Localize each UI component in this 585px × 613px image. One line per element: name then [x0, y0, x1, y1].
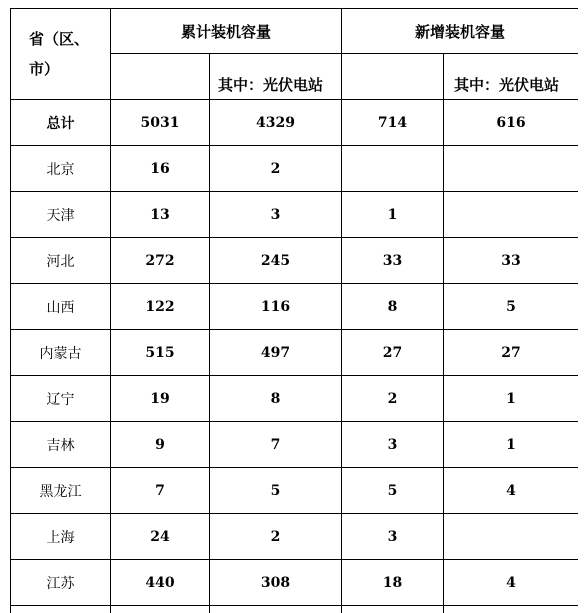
cum-value: 272 [111, 238, 210, 284]
total-label: 总计 [11, 100, 111, 146]
province-name: 上海 [11, 514, 111, 560]
cum-value: 7 [111, 468, 210, 514]
new-pv-value: 33 [444, 238, 578, 284]
new-value: 8 [342, 284, 444, 330]
new-added-pv-header: 其中：光伏电站 [444, 54, 578, 100]
table-row [11, 284, 579, 330]
cumulative-pv-header: 其中：光伏电站 [210, 54, 342, 100]
new-pv-value: 5 [444, 284, 578, 330]
cum-pv-value: 308 [210, 560, 342, 606]
cum-value: 24 [111, 514, 210, 560]
total-row [11, 100, 579, 146]
cum-pv-value: 2 [210, 146, 342, 192]
new-pv-value: 1 [444, 422, 578, 468]
cum-pv-value: 2 [210, 514, 342, 560]
province-name: 河北 [11, 238, 111, 284]
cum-value: 515 [111, 330, 210, 376]
table-row-partial [11, 606, 579, 613]
province-name: 北京 [11, 146, 111, 192]
new-value: 5 [342, 468, 444, 514]
province-name: 江苏 [11, 560, 111, 606]
new-pv-value: 27 [444, 330, 578, 376]
table-row [11, 468, 579, 514]
new-value: 27 [342, 330, 444, 376]
table-row [11, 330, 579, 376]
partial-cell [342, 606, 444, 613]
new-value: 2 [342, 376, 444, 422]
province-name: 内蒙古 [11, 330, 111, 376]
total-new: 714 [342, 100, 444, 146]
cum-pv-value: 7 [210, 422, 342, 468]
new-pv-value: 4 [444, 560, 578, 606]
cum-pv-value: 5 [210, 468, 342, 514]
cum-value: 122 [111, 284, 210, 330]
new-value: 3 [342, 514, 444, 560]
partial-cell [444, 606, 578, 613]
province-name: 天津 [11, 192, 111, 238]
table-row [11, 376, 579, 422]
table-row [11, 146, 579, 192]
table-row [11, 560, 579, 606]
province-name: 黑龙江 [11, 468, 111, 514]
cum-pv-value: 8 [210, 376, 342, 422]
province-name: 山西 [11, 284, 111, 330]
new-added-header: 新增装机容量 [342, 9, 578, 54]
new-added-subheader-blank [342, 54, 444, 100]
region-header-line1: 省（区、 [29, 30, 90, 48]
cum-pv-value: 3 [210, 192, 342, 238]
new-value: 33 [342, 238, 444, 284]
cum-value: 19 [111, 376, 210, 422]
new-pv-value [444, 146, 578, 192]
cum-pv-value: 245 [210, 238, 342, 284]
cumulative-header: 累计装机容量 [111, 9, 342, 54]
province-name: 辽宁 [11, 376, 111, 422]
cum-value: 16 [111, 146, 210, 192]
cumulative-subheader-blank [111, 54, 210, 100]
capacity-table-container [10, 8, 578, 613]
total-cum: 5031 [111, 100, 210, 146]
new-pv-value: 4 [444, 468, 578, 514]
table-row [11, 192, 579, 238]
new-pv-value [444, 192, 578, 238]
partial-cell [111, 606, 210, 613]
region-header [11, 9, 111, 100]
province-name: 吉林 [11, 422, 111, 468]
new-value: 18 [342, 560, 444, 606]
region-header-line2: 市） [29, 60, 60, 78]
cum-pv-value: 497 [210, 330, 342, 376]
total-new-pv: 616 [444, 100, 578, 146]
cum-value: 13 [111, 192, 210, 238]
new-value [342, 146, 444, 192]
new-pv-value [444, 514, 578, 560]
partial-cell [210, 606, 342, 613]
cum-value: 9 [111, 422, 210, 468]
new-value: 3 [342, 422, 444, 468]
new-value: 1 [342, 192, 444, 238]
new-pv-value: 1 [444, 376, 578, 422]
table-row [11, 514, 579, 560]
cum-pv-value: 116 [210, 284, 342, 330]
capacity-table [10, 8, 578, 613]
cum-value: 440 [111, 560, 210, 606]
table-row [11, 238, 579, 284]
table-row [11, 422, 579, 468]
total-cum-pv: 4329 [210, 100, 342, 146]
partial-cell [11, 606, 111, 613]
